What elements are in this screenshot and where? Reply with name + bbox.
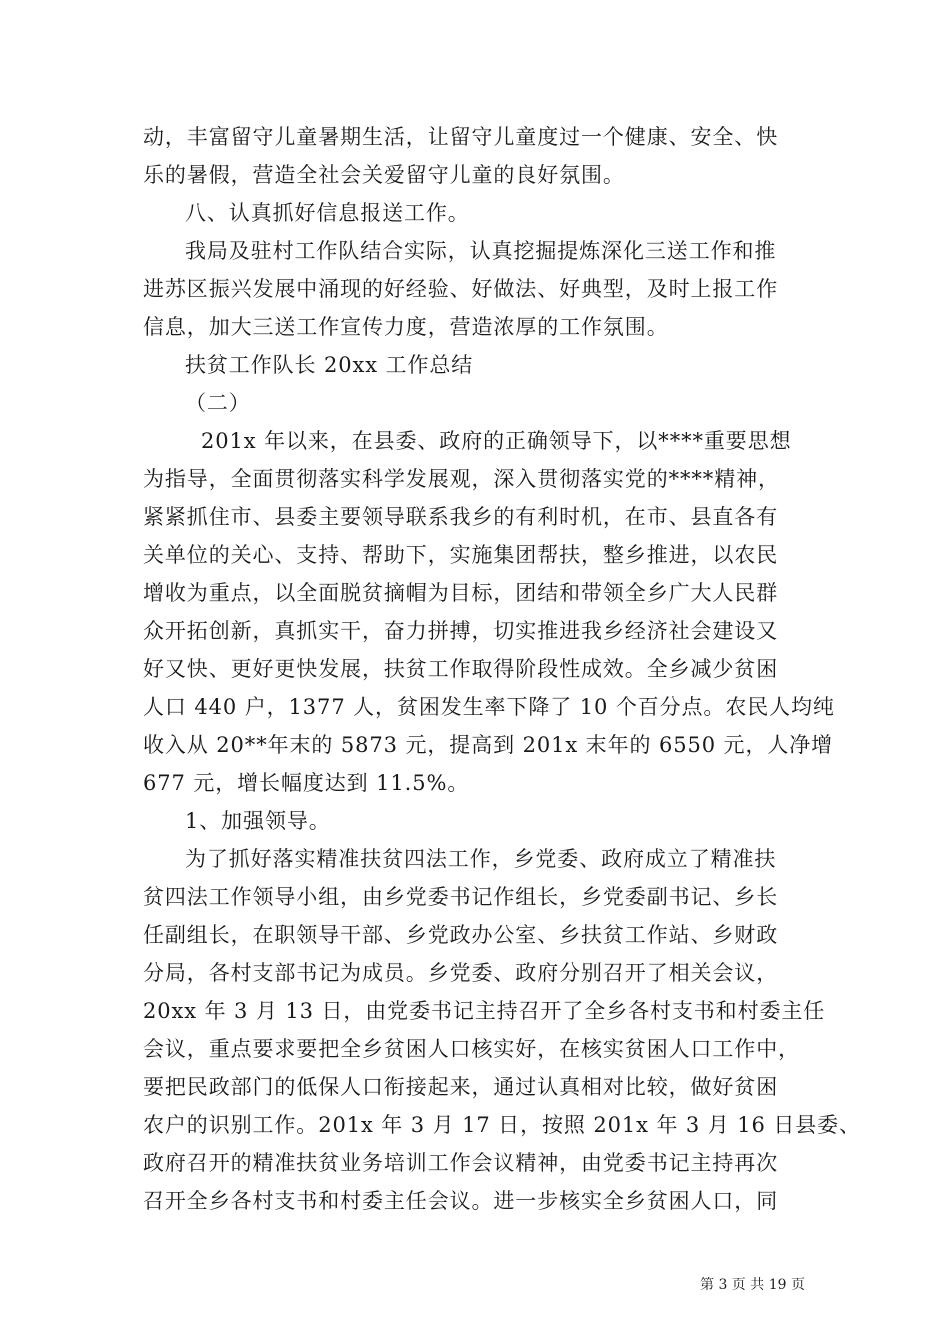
text-line: 紧紧抓住市、县委主要领导联系我乡的有利时机，在市、县直各有 (143, 505, 779, 529)
text-line: 政府召开的精准扶贫业务培训工作会议精神，由党委书记主持再次 (143, 1151, 779, 1175)
text-line: 进苏区振兴发展中涌现的好经验、好做法、好典型，及时上报工作 (143, 277, 779, 301)
text-line: 收入从 20**年末的 5873 元，提高到 201x 末年的 6550 元，人净增 (143, 733, 834, 757)
text-line: 好又快、更好更快发展，扶贫工作取得阶段性成效。全乡减少贫困 (143, 657, 779, 681)
text-line: 乐的暑假，营造全社会关爱留守儿童的良好氛围。 (143, 163, 625, 187)
text-line: 增收为重点，以全面脱贫摘帽为目标，团结和带领全乡广大人民群 (143, 581, 779, 605)
section-heading: 八、认真抓好信息报送工作。 (185, 201, 470, 225)
text-line: 677 元，增长幅度达到 11.5%。 (143, 771, 470, 795)
text-line: 为指导，全面贯彻落实科学发展观，深入贯彻落实党的****精神， (143, 467, 780, 491)
document-title: 扶贫工作队长 20xx 工作总结 (185, 353, 474, 377)
text-line: 召开全乡各村支书和村委主任会议。进一步核实全乡贫困人口，同 (143, 1189, 779, 1213)
text-line: 任副组长，在职领导干部、乡党政办公室、乡扶贫工作站、乡财政 (143, 923, 779, 947)
section-heading: 1、加强领导。 (185, 809, 331, 833)
text-line: 动，丰富留守儿童暑期生活，让留守儿童度过一个健康、安全、快 (143, 125, 779, 149)
text-line: 20xx 年 3 月 13 日，由党委书记主持召开了全乡各村支书和村委主任 (143, 999, 826, 1023)
text-line: 会议，重点要求要把全乡贫困人口核实好，在核实贫困人口工作中， (143, 1037, 800, 1061)
text-line: 201x 年以来，在县委、政府的正确领导下，以****重要思想 (201, 429, 792, 453)
text-line: 人口 440 户，1377 人，贫困发生率下降了 10 个百分点。农民人均纯 (143, 695, 835, 719)
document-subtitle: （二） (185, 391, 251, 415)
text-line: 关单位的关心、支持、帮助下，实施集团帮扶，整乡推进，以农民 (143, 543, 779, 567)
text-line: 分局，各村支部书记为成员。乡党委、政府分别召开了相关会议， (143, 961, 779, 985)
text-line: 为了抓好落实精准扶贫四法工作，乡党委、政府成立了精准扶 (185, 847, 777, 871)
text-line: 贫四法工作领导小组，由乡党委书记作组长，乡党委副书记、乡长 (143, 885, 779, 909)
document-body (143, 118, 861, 1220)
text-line: 农户的识别工作。201x 年 3 月 17 日，按照 201x 年 3 月 16 日县委、 (143, 1113, 861, 1137)
page-number: 第 3 页 共 19 页 (700, 1277, 805, 1293)
text-line: 众开拓创新，真抓实干，奋力拼搏，切实推进我乡经济社会建设又 (143, 619, 779, 643)
text-line: 信息，加大三送工作宣传力度，营造浓厚的工作氛围。 (143, 315, 669, 339)
text-line: 要把民政部门的低保人口衔接起来，通过认真相对比较，做好贫困 (143, 1075, 779, 1099)
text-line: 我局及驻村工作队结合实际，认真挖掘提炼深化三送工作和推 (185, 239, 777, 263)
